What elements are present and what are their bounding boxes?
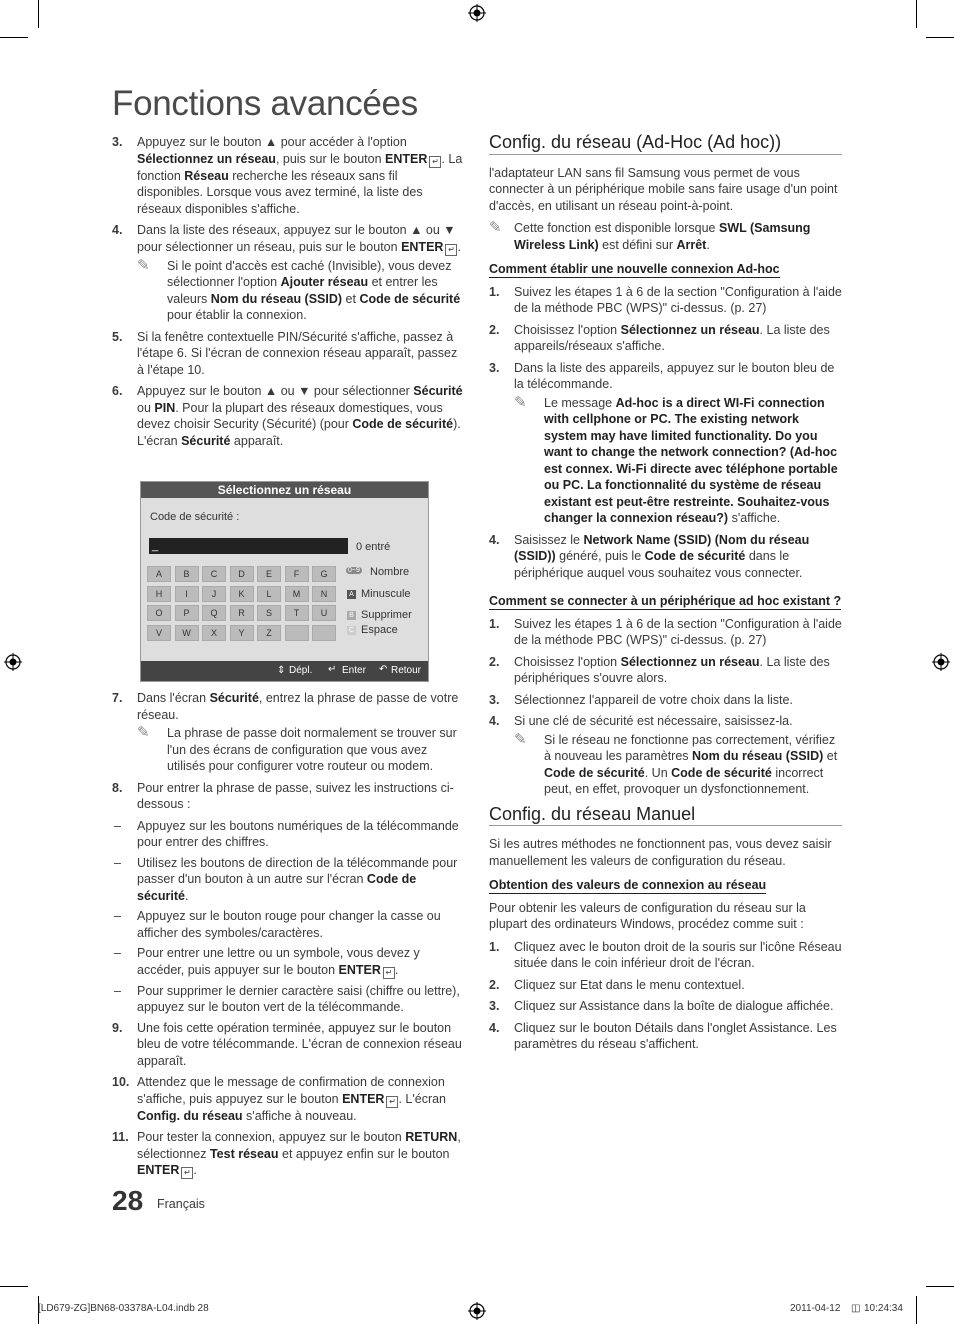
pencil-note-icon: ✎: [514, 393, 527, 411]
page-title: Fonctions avancées: [112, 84, 418, 123]
key-q[interactable]: Q: [202, 605, 226, 621]
key-h[interactable]: H: [147, 586, 171, 602]
note: ✎ Cette fonction est disponible lorsque SWL (Samsung Wireless Link) est défini sur Arrêt.: [489, 219, 811, 252]
enter-icon: ↵: [181, 1167, 193, 1179]
key-k[interactable]: K: [230, 586, 254, 602]
osd-title: Sélectionnez un réseau: [141, 482, 428, 498]
ex-step-4: 4. Si une clé de sécurité est nécessaire, saisissez-la. ✎ Si le réseau ne fonctionne pas correctement, vérifiez à nouveau les paramètres Nom du réseau (SSID) et Code de sécurité. Un Code de sécurité incorrect peut, en effet, provoquer un dysfonctionnement.: [489, 713, 842, 798]
key-blank[interactable]: [312, 625, 336, 641]
section-title-adhoc: Config. du réseau (Ad-Hoc (Ad hoc)): [489, 134, 842, 155]
enter-icon: ↵: [328, 664, 337, 675]
nav-move: Dépl.: [289, 665, 313, 676]
enter-icon: ↵: [445, 244, 457, 256]
step-7: 7. Dans l'écran Sécurité, entrez la phrase de passe de votre réseau. ✎ La phrase de passe doit normalement se trouver sur l'un des écrans de configuration que vous avez utilisés pour configurer votre routeur ou modem.: [112, 690, 466, 775]
key-n[interactable]: N: [312, 586, 336, 602]
step-6: 6. Appuyez sur le bouton ▲ ou ▼ pour sélectionner Sécurité ou PIN. Pour la plupart des réseaux domestiques, vous devez choisir Security (Sécurité) (pour Code de sécurité). L'écran Sécurité apparaît.: [112, 384, 463, 448]
registration-mark-icon: [932, 653, 950, 671]
key-o[interactable]: O: [147, 605, 171, 621]
adhoc-intro: l'adaptateur LAN sans fil Samsung vous permet de vous connecter à un périphérique mobile sans faire usage d'un point d'accès, en utilisant un réseau point-à-point.: [489, 165, 838, 213]
manual-intro: Si les autres méthodes ne fonctionnent pas, vous devez saisir manuellement les valeurs de configuration du réseau.: [489, 837, 832, 868]
ob-step-2: 2. Cliquez sur Etat dans le menu contextuel.: [489, 977, 745, 992]
char-count: 0 entré: [356, 541, 391, 553]
key-m[interactable]: M: [285, 586, 309, 602]
obtain-intro: Pour obtenir les valeurs de configuration du réseau sur la plupart des ordinateurs Windows, procédez comme suit :: [489, 900, 806, 931]
page-number: 28: [112, 1185, 144, 1216]
step-8: 8. Pour entrer la phrase de passe, suivez les instructions ci-dessous :: [112, 780, 454, 811]
crop-mark: [916, 0, 917, 28]
ob-step-1: 1. Cliquez avec le bouton droit de la souris sur l'icône Réseau située dans le coin inférieur droit de l'écran.: [489, 939, 842, 970]
new-step-1: 1. Suivez les étapes 1 à 6 de la section "Configuration à l'aide de la méthode PBC (WPS)" ci-dessus. (p. 27): [489, 284, 842, 315]
key-l[interactable]: L: [257, 586, 281, 602]
key-c[interactable]: C: [202, 566, 226, 582]
key-e[interactable]: E: [257, 566, 281, 582]
step-3: 3. Appuyez sur le bouton ▲ pour accéder à l'option Sélectionnez un réseau, puis sur le bouton ENTER ↵ . La fonction Réseau recherche les réseaux sans fil disponibles. Lorsque vous avez terminé, la liste des réseaux disponibles s'affiche.: [112, 135, 463, 216]
opt-number[interactable]: Nombre: [370, 566, 410, 578]
delete-icon: B: [347, 611, 356, 620]
step-5: 5. Si la fenêtre contextuelle PIN/Sécurité s'affiche, passez à l'étape 6. Si l'écran de connexion réseau apparaît, passez à l'étape 10.: [112, 329, 458, 377]
dash-bullet: –: [114, 818, 121, 833]
dash-item: – Appuyez sur les boutons numériques de la télécommande pour entrer des chiffres.: [114, 818, 459, 849]
left-column: [112, 134, 466, 454]
nav-return: Retour: [391, 665, 422, 676]
note: ✎ Si le réseau ne fonctionne pas correctement, vérifiez à nouveau les paramètres Nom du réseau (SSID) et Code de sécurité. Un Code de sécurité incorrect peut, en effet, provoquer un dysfonctionnement.: [514, 730, 838, 796]
opt-space[interactable]: Espace: [361, 624, 398, 636]
lowercase-icon: A: [347, 590, 356, 599]
dash-list: [112, 818, 466, 1016]
pencil-note-icon: ✎: [137, 724, 150, 741]
crop-mark: [0, 37, 28, 38]
return-icon: ↶: [379, 664, 388, 675]
key-r[interactable]: R: [230, 605, 254, 621]
dash-item: – Appuyez sur le bouton rouge pour changer la casse ou afficher des symboles/caractères.: [114, 909, 441, 940]
key-f[interactable]: F: [285, 566, 309, 582]
dash-item: – Pour entrer une lettre ou un symbole, vous devez y accéder, puis appuyer sur le bouton ENTER ↵ .: [114, 946, 420, 977]
space-icon: C: [348, 627, 355, 634]
key-x[interactable]: X: [202, 625, 226, 641]
step-11: 11. Pour tester la connexion, appuyez sur le bouton RETURN, sélectionnez Test réseau et appuyez enfin sur le bouton ENTER ↵ .: [112, 1130, 461, 1177]
security-code-screen: [140, 481, 429, 682]
registration-mark-icon: [468, 4, 486, 22]
dash-item: – Utilisez les boutons de direction de la télécommande pour passer d'un bouton à un autre sur l'écran Code de sécurité.: [114, 855, 458, 903]
dash-bullet: –: [114, 946, 121, 960]
note: ✎ La phrase de passe doit normalement se trouver sur l'un des écrans de configuration que vous avez utilisés pour configurer votre routeur ou modem.: [137, 724, 457, 773]
dash-bullet: –: [114, 983, 121, 998]
subsection-obtain: Obtention des valeurs de connexion au réseau: [489, 878, 767, 892]
move-icon: ⇕: [277, 665, 286, 676]
clock-icon: ◫: [851, 1303, 861, 1314]
key-j[interactable]: J: [202, 586, 226, 602]
key-blank[interactable]: [285, 625, 309, 641]
key-v[interactable]: V: [147, 625, 171, 641]
ob-step-3: 3. Cliquez sur Assistance dans la boîte de dialogue affichée.: [489, 999, 834, 1013]
key-b[interactable]: B: [175, 566, 199, 582]
key-y[interactable]: Y: [230, 625, 254, 641]
crop-mark: [926, 1286, 954, 1287]
print-time: 10:24:34: [864, 1303, 903, 1314]
enter-icon: ↵: [429, 156, 441, 168]
key-u[interactable]: U: [312, 605, 336, 621]
registration-mark-icon: [4, 653, 22, 671]
new-step-4: 4. Saisissez le Network Name (SSID) (Nom du réseau (SSID)) généré, puis le Code de sécurité dans le périphérique auquel vous souhaitez vous connecter.: [489, 532, 810, 580]
subsection-existing: Comment se connecter à un périphérique ad hoc existant ?: [489, 594, 842, 608]
dash-bullet: –: [114, 909, 121, 923]
enter-icon: ↵: [386, 1096, 398, 1108]
key-i[interactable]: I: [175, 586, 199, 602]
nav-enter: Enter: [342, 665, 366, 676]
step-10: 10. Attendez que le message de confirmation de connexion s'affiche, puis appuyez sur le bouton ENTER ↵ . L'écran Config. du réseau s'affiche à nouveau.: [112, 1075, 447, 1123]
key-p[interactable]: P: [175, 605, 199, 621]
note: ✎ Si le point d'accès est caché (Invisible), vous devez sélectionner l'option Ajouter réseau et entrer les valeurs Nom du réseau (SSID) et Code de sécurité pour établir la connexion.: [137, 256, 461, 322]
ex-step-2: 2. Choisissez l'option Sélectionnez un réseau. La liste des périphériques s'ouvre alors.: [489, 654, 830, 685]
print-file-name: [LD679-ZG]BN68-03378A-L04.indb 28: [38, 1303, 209, 1314]
number-icon: 0~9: [348, 567, 360, 574]
new-step-3: 3. Dans la liste des appareils, appuyez sur le bouton bleu de la télécommande. ✎ Le message Ad-hoc is a direct WI-Fi connection with cellphone or PC. The existing network system may have limited functionality. Do you want to change the network connection? (Ad-hoc est connex. Wi-Fi directe avec téléphone portable ou PC. La fonctionnalité du système de réseau existant est peut-être restreinte. Souhaitez-vous changer la connexion réseau?) s'affiche.: [489, 360, 842, 527]
step-4: 4. Dans la liste des réseaux, appuyez sur le bouton ▲ ou ▼ pour sélectionner un réseau, puis sur le bouton ENTER ↵ . ✎ Si le point d'accès est caché (Invisible), vous devez sélectionner l'option Ajouter réseau et entrer les valeurs Nom du réseau (SSID) et Code de sécurité pour établir la connexion.: [112, 222, 466, 324]
key-d[interactable]: D: [230, 566, 254, 582]
note: ✎ Le message Ad-hoc is a direct WI-Fi connection with cellphone or PC. The existing network system may have limited functionality. Do you want to change the network connection? (Ad-hoc est connex. Wi-Fi directe avec téléphone portable ou PC. La fonctionnalité du système de réseau existant est peut-être restreinte. Souhaitez-vous changer la connexion réseau?) s'affiche.: [514, 393, 838, 525]
dash-item: – Pour supprimer le dernier caractère saisi (chiffre ou lettre), appuyez sur le bouton vert de la télécommande.: [114, 983, 460, 1014]
enter-icon: ↵: [383, 967, 395, 979]
ob-step-4: 4. Cliquez sur le bouton Détails dans l'onglet Assistance. Les paramètres du réseau s'affichent.: [489, 1020, 837, 1051]
step-9: 9. Une fois cette opération terminée, appuyez sur le bouton bleu de votre télécommande. L'écran de connexion réseau apparaît.: [112, 1020, 462, 1068]
crop-mark: [926, 37, 954, 38]
ex-step-1: 1. Suivez les étapes 1 à 6 de la section "Configuration à l'aide de la méthode PBC (WPS)" ci-dessus. (p. 27): [489, 616, 842, 647]
key-s[interactable]: S: [257, 605, 281, 621]
key-z[interactable]: Z: [257, 625, 281, 641]
section-title-manual: Config. du réseau Manuel: [489, 806, 842, 827]
print-date: 2011-04-12: [790, 1303, 841, 1314]
key-g[interactable]: G: [312, 566, 336, 582]
pencil-note-icon: ✎: [137, 256, 150, 274]
crop-mark: [0, 1286, 28, 1287]
crop-mark: [38, 0, 39, 28]
field-label: Code de sécurité :: [150, 511, 240, 523]
security-code-input[interactable]: _: [149, 538, 348, 554]
opt-delete[interactable]: Supprimer: [361, 609, 412, 621]
dash-bullet: –: [114, 855, 121, 870]
pencil-note-icon: ✎: [489, 219, 502, 236]
osd-nav-bar: [141, 661, 428, 681]
key-t[interactable]: T: [285, 605, 309, 621]
new-step-2: 2. Choisissez l'option Sélectionnez un réseau. La liste des appareils/réseaux s'affiche.: [489, 322, 830, 353]
left-column-lower: [112, 690, 466, 1184]
opt-lowercase[interactable]: Minuscule: [361, 588, 411, 600]
pencil-note-icon: ✎: [514, 730, 527, 748]
crop-mark: [916, 1296, 917, 1324]
ex-step-3: 3. Sélectionnez l'appareil de votre choix dans la liste.: [489, 692, 793, 707]
right-column: [489, 134, 842, 1058]
key-a[interactable]: A: [147, 566, 171, 582]
key-w[interactable]: W: [175, 625, 199, 641]
registration-mark-icon: [468, 1302, 486, 1320]
language-label: Français: [157, 1197, 205, 1211]
subsection-new-connection: Comment établir une nouvelle connexion Ad-hoc: [489, 262, 780, 276]
